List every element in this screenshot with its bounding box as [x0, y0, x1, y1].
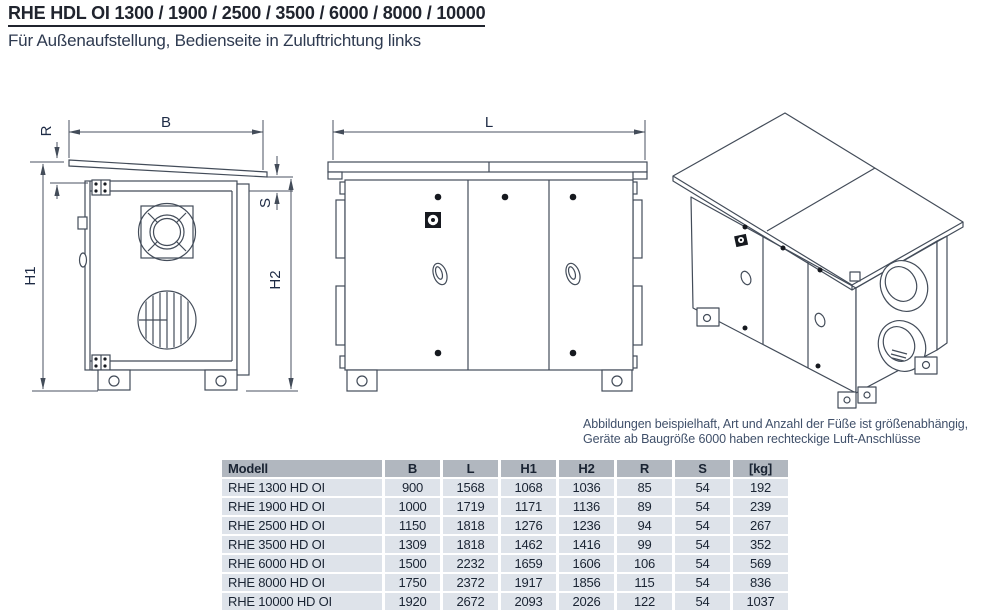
model-cell: RHE 1300 HD OI	[222, 479, 382, 496]
door-latch	[78, 217, 87, 229]
rotary-switch-icon	[425, 212, 441, 228]
model-cell: RHE 8000 HD OI	[222, 574, 382, 591]
dim-label-s: S	[257, 197, 274, 209]
value-cell: 1856	[559, 574, 614, 591]
value-cell: 99	[617, 536, 672, 553]
isometric-view-drawing	[660, 100, 1000, 420]
value-cell: 2372	[443, 574, 498, 591]
table-header-cell: H1	[501, 460, 556, 477]
table-header-cell: R	[617, 460, 672, 477]
value-cell: 1818	[443, 536, 498, 553]
value-cell: 192	[733, 479, 788, 496]
value-cell: 54	[675, 593, 730, 610]
value-cell: 1236	[559, 517, 614, 534]
dim-label-h2: H2	[267, 270, 284, 290]
table-header-cell: H2	[559, 460, 614, 477]
value-cell: 1136	[559, 498, 614, 515]
value-cell: 267	[733, 517, 788, 534]
page-subtitle: Für Außenaufstellung, Bedienseite in Zuluftrichtung links	[8, 31, 421, 50]
value-cell: 1037	[733, 593, 788, 610]
value-cell: 1068	[501, 479, 556, 496]
figure-note	[583, 417, 968, 447]
front-view-drawing	[8, 98, 300, 400]
value-cell: 1000	[385, 498, 440, 515]
page-title: RHE HDL OI 1300 / 1900 / 2500 / 3500 / 6000 / 8000 / 10000	[8, 3, 485, 27]
value-cell: 54	[675, 536, 730, 553]
value-cell: 2232	[443, 555, 498, 572]
table-header-cell: Modell	[222, 460, 382, 477]
value-cell: 54	[675, 498, 730, 515]
value-cell: 54	[675, 517, 730, 534]
table-header-cell: B	[385, 460, 440, 477]
table-header-cell: [kg]	[733, 460, 788, 477]
supply-port	[139, 204, 196, 261]
value-cell: 54	[675, 479, 730, 496]
value-cell: 1500	[385, 555, 440, 572]
value-cell: 54	[675, 574, 730, 591]
value-cell: 94	[617, 517, 672, 534]
value-cell: 1920	[385, 593, 440, 610]
model-cell: RHE 1900 HD OI	[222, 498, 382, 515]
value-cell: 106	[617, 555, 672, 572]
value-cell: 900	[385, 479, 440, 496]
model-cell: RHE 6000 HD OI	[222, 555, 382, 572]
figure-note-line2: Geräte ab Baugröße 6000 haben rechteckige Luft-Anschlüsse	[583, 432, 921, 446]
value-cell: 2026	[559, 593, 614, 610]
model-cell: RHE 10000 HD OI	[222, 593, 382, 610]
dim-label-l: L	[484, 114, 494, 131]
value-cell: 352	[733, 536, 788, 553]
value-cell: 1568	[443, 479, 498, 496]
dim-label-h1: H1	[22, 266, 39, 286]
lifting-bracket	[336, 286, 345, 345]
value-cell: 1150	[385, 517, 440, 534]
dim-label-b: B	[160, 114, 172, 131]
unit-body	[345, 180, 633, 370]
door-handle-icon	[80, 253, 87, 267]
value-cell: 1036	[559, 479, 614, 496]
side-view-drawing	[315, 98, 660, 400]
value-cell: 54	[675, 555, 730, 572]
model-cell: RHE 2500 HD OI	[222, 517, 382, 534]
value-cell: 1606	[559, 555, 614, 572]
figure-note-line1: Abbildungen beispielhaft, Art und Anzahl der Füße ist größenabhängig,	[583, 417, 969, 431]
value-cell: 1818	[443, 517, 498, 534]
value-cell: 239	[733, 498, 788, 515]
value-cell: 115	[617, 574, 672, 591]
flat-roof	[328, 162, 647, 172]
value-cell: 89	[617, 498, 672, 515]
value-cell: 122	[617, 593, 672, 610]
model-cell: RHE 3500 HD OI	[222, 536, 382, 553]
slanted-roof	[69, 160, 267, 177]
value-cell: 1917	[501, 574, 556, 591]
value-cell: 836	[733, 574, 788, 591]
value-cell: 569	[733, 555, 788, 572]
exhaust-port-grille	[138, 291, 196, 349]
value-cell: 85	[617, 479, 672, 496]
value-cell: 1276	[501, 517, 556, 534]
value-cell: 1719	[443, 498, 498, 515]
value-cell: 1750	[385, 574, 440, 591]
value-cell: 1659	[501, 555, 556, 572]
body-side-strip	[237, 184, 249, 375]
dimensions-table	[222, 460, 788, 610]
value-cell: 1462	[501, 536, 556, 553]
table-header-cell: L	[443, 460, 498, 477]
lifting-bracket	[336, 200, 345, 258]
value-cell: 1416	[559, 536, 614, 553]
lifting-bracket	[633, 200, 642, 258]
value-cell: 2093	[501, 593, 556, 610]
value-cell: 1171	[501, 498, 556, 515]
hinge	[850, 272, 860, 281]
dim-label-r: R	[38, 125, 55, 137]
lifting-bracket	[633, 286, 642, 345]
value-cell: 1309	[385, 536, 440, 553]
table-header-cell: S	[675, 460, 730, 477]
value-cell: 2672	[443, 593, 498, 610]
